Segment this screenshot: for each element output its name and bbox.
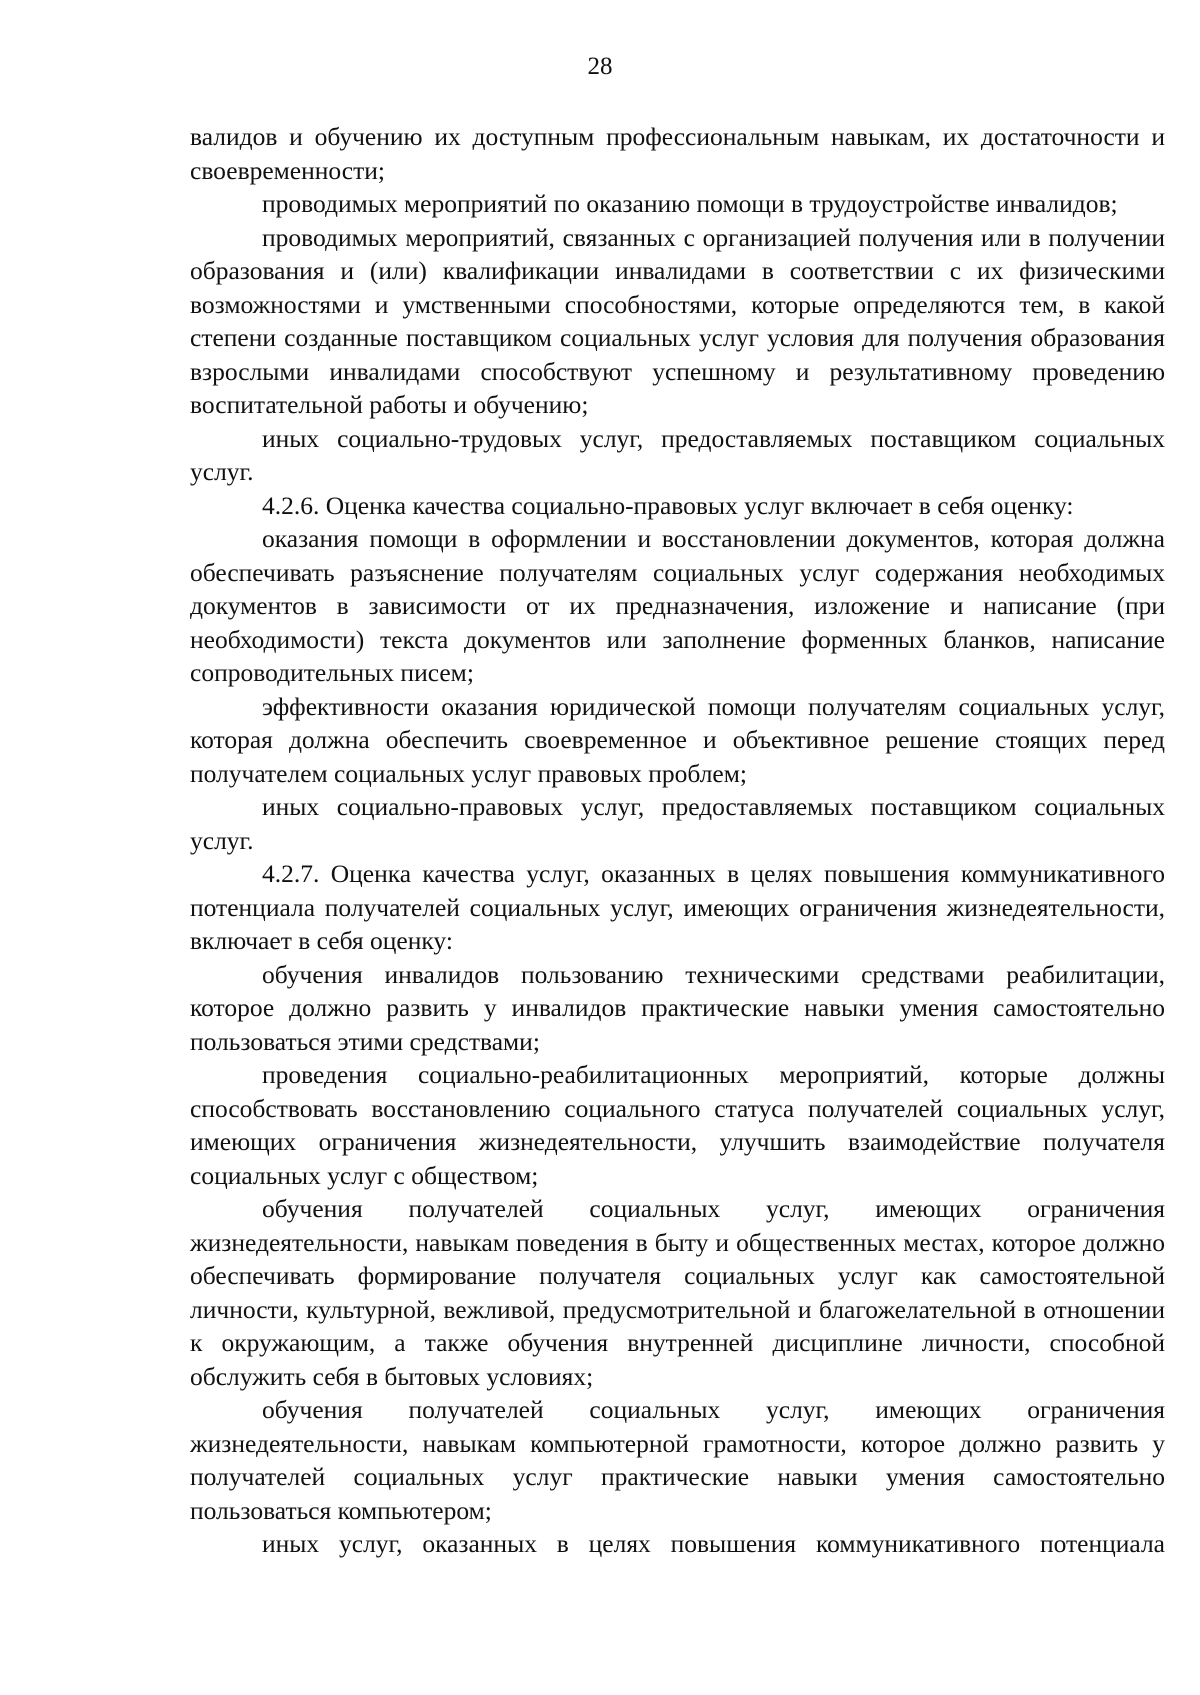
document-body xyxy=(190,120,1165,1561)
paragraph-legal-assistance: эффективности оказания юридической помощи получателям социальных услуг, которая должна обеспечить своевременное и объективное решение стоящих перед получателем социальных услуг правовых проблем; xyxy=(190,691,1165,788)
paragraph-education-measures: проводимых мероприятий, связанных с организацией получения или в получении образования и (или) квалификации инвалидами в соответствии с их физическими возможностями и умственными способностями, которые определяются тем, в какой степени созданные поставщиком социальных услуг условия для получения образования взрослыми инвалидами способствуют успешному и результативному проведению воспитательной работы и обучению; xyxy=(190,222,1165,419)
paragraph-section-4-2-6: 4.2.6. Оценка качества социально-правовых услуг включает в себя оценку: xyxy=(262,490,1074,520)
paragraph-behavior-training: обучения получателей социальных услуг, имеющих ограничения жизнедеятельности, навыкам поведения в быту и общественных местах, которое должно обеспечивать формирование получателя социальных услуг как самостоятельной личности, культурной, вежливой, предусмотрительной и благожелательной в отношении к окружающим, а также обучения внутренней дисциплине личности, способной обслужить себя в бытовых условиях; xyxy=(190,1194,1165,1391)
paragraph-employment-assistance: проводимых мероприятий по оказанию помощи в трудоустройстве инвалидов; xyxy=(262,189,1118,218)
paragraph-computer-literacy: обучения получателей социальных услуг, имеющих ограничения жизнедеятельности, навыкам компьютерной грамотности, которое должно развить у получателей социальных услуг практические навыки умения самостоятельно пользоваться компьютером; xyxy=(190,1395,1165,1525)
paragraph-continuation: валидов и обучению их доступным профессиональным навыкам, их достаточности и своевременности; xyxy=(190,122,1165,185)
paragraph-rehab-tools-training: обучения инвалидов пользованию техническими средствами реабилитации, которое должно развить у инвалидов практические навыки умения самостоятельно пользоваться этими средствами; xyxy=(190,959,1165,1056)
paragraph-other-communicative-services: иных услуг, оказанных в целях повышения коммуникативного потенциала xyxy=(262,1529,1165,1558)
paragraph-social-rehab-measures: проведения социально-реабилитационных мероприятий, которые должны способствовать восстановлению социального статуса получателей социальных услуг, имеющих ограничения жизнедеятельности, улучшить взаимодействие получателя социальных услуг с обществом; xyxy=(190,1060,1165,1190)
paragraph-other-labor-services: иных социально-трудовых услуг, предоставляемых поставщиком социальных услуг. xyxy=(190,423,1165,486)
paragraph-other-legal-services: иных социально-правовых услуг, предоставляемых поставщиком социальных услуг. xyxy=(190,792,1165,855)
paragraph-section-4-2-7: 4.2.7. Оценка качества услуг, оказанных в целях повышения коммуникативного потенциала получателей социальных услуг, имеющих ограничения жизнедеятельности, включает в себя оценку: xyxy=(190,859,1165,955)
page-number: 28 xyxy=(587,53,613,80)
paragraph-documents-assistance: оказания помощи в оформлении и восстановлении документов, которая должна обеспечивать разъяснение получателям социальных услуг содержания необходимых документов в зависимости от их предназначения, изложение и написание (при необходимости) текста документов или заполнение форменных бланков, написание сопроводительных писем; xyxy=(190,524,1165,687)
